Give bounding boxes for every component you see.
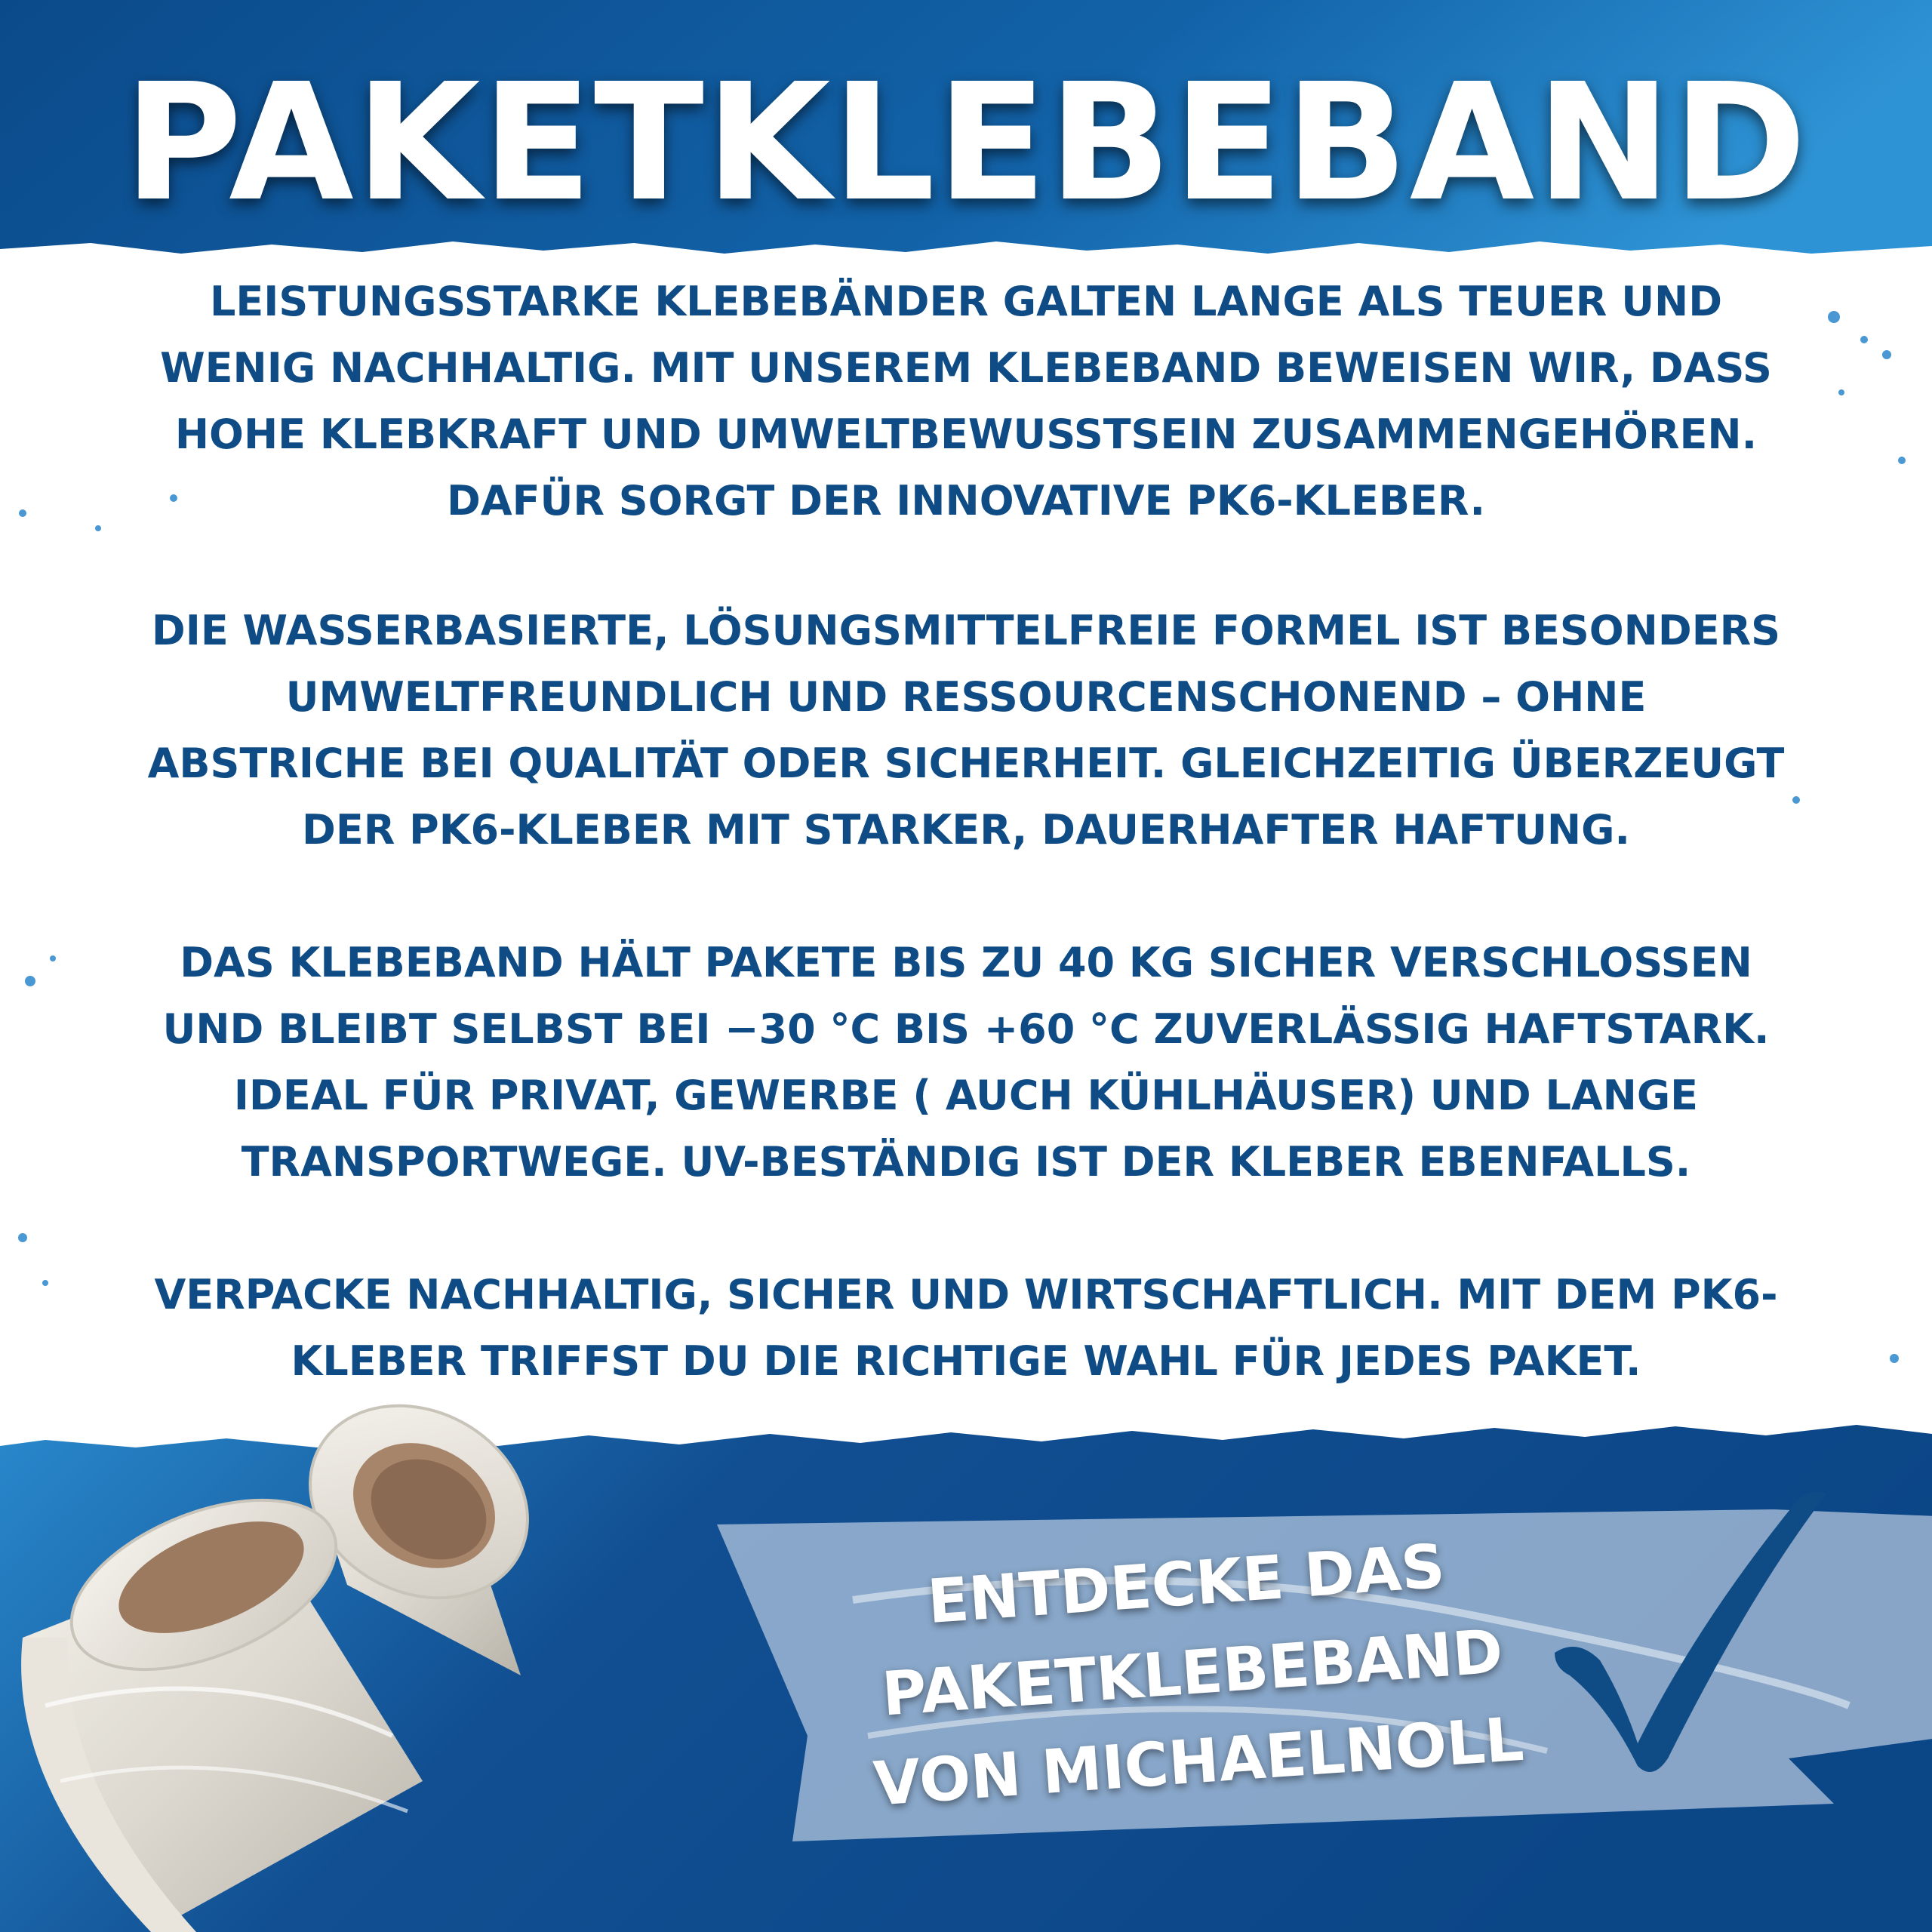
cta-link[interactable] (807, 1514, 1578, 1833)
text-line: ABSTRICHE BEI QUALITÄT ODER SICHERHEIT. GLEICHZEITIG ÜBERZEUGT (147, 740, 1785, 787)
text-line: VERPACKE NACHHALTIG, SICHER UND WIRTSCHAFTLICH. MIT DEM PK6- (154, 1271, 1778, 1318)
text-line: UMWELTFREUNDLICH UND RESSOURCENSCHONEND – OHNE (285, 673, 1647, 721)
cta-line: PAKETKLEBEBAND (879, 1616, 1506, 1730)
cta-line: VON MICHAELNOLL (871, 1703, 1526, 1820)
tape-roll-icon (0, 1389, 724, 1932)
cta-line: ENTDECKE DAS (925, 1531, 1447, 1638)
formula-paragraph (38, 598, 1894, 863)
performance-paragraph (38, 930, 1894, 1195)
intro-paragraph (38, 269, 1894, 534)
text-line: KLEBER TRIFFST DU DIE RICHTIGE WAHL FÜR JEDES PAKET. (291, 1337, 1641, 1385)
text-line: DER PK6-KLEBER MIT STARKER, DAUERHAFTER HAFTUNG. (302, 806, 1630, 854)
checkmark-icon (1524, 1457, 1841, 1789)
closing-paragraph (38, 1262, 1894, 1395)
text-line: UND BLEIBT SELBST BEI −30 °C BIS +60 °C ZUVERLÄSSIG HAFTSTARK. (162, 1005, 1770, 1053)
text-line: HOHE KLEBKRAFT UND UMWELTBEWUSSTSEIN ZUSAMMENGEHÖREN. (174, 411, 1758, 458)
text-line: IDEAL FÜR PRIVAT, GEWERBE ( AUCH KÜHLHÄUSER) UND LANGE (233, 1072, 1699, 1119)
text-line: LEISTUNGSSTARKE KLEBEBÄNDER GALTEN LANGE ALS TEUER UND (209, 278, 1723, 325)
text-line: DAS KLEBEBAND HÄLT PAKETE BIS ZU 40 KG SICHER VERSCHLOSSEN (180, 939, 1752, 986)
text-line: TRANSPORTWEGE. UV-BESTÄNDIG IST DER KLEBER EBENFALLS. (241, 1138, 1691, 1186)
text-line: WENIG NACHHALTIG. MIT UNSEREM KLEBEBAND BEWEISEN WIR, DASS (160, 344, 1772, 392)
text-line: DAFÜR SORGT DER INNOVATIVE PK6-KLEBER. (447, 477, 1485, 525)
page-title: PAKETKLEBEBAND (124, 49, 1808, 237)
text-line: DIE WASSERBASIERTE, LÖSUNGSMITTELFREIE FORMEL IST BESONDERS (151, 607, 1781, 654)
